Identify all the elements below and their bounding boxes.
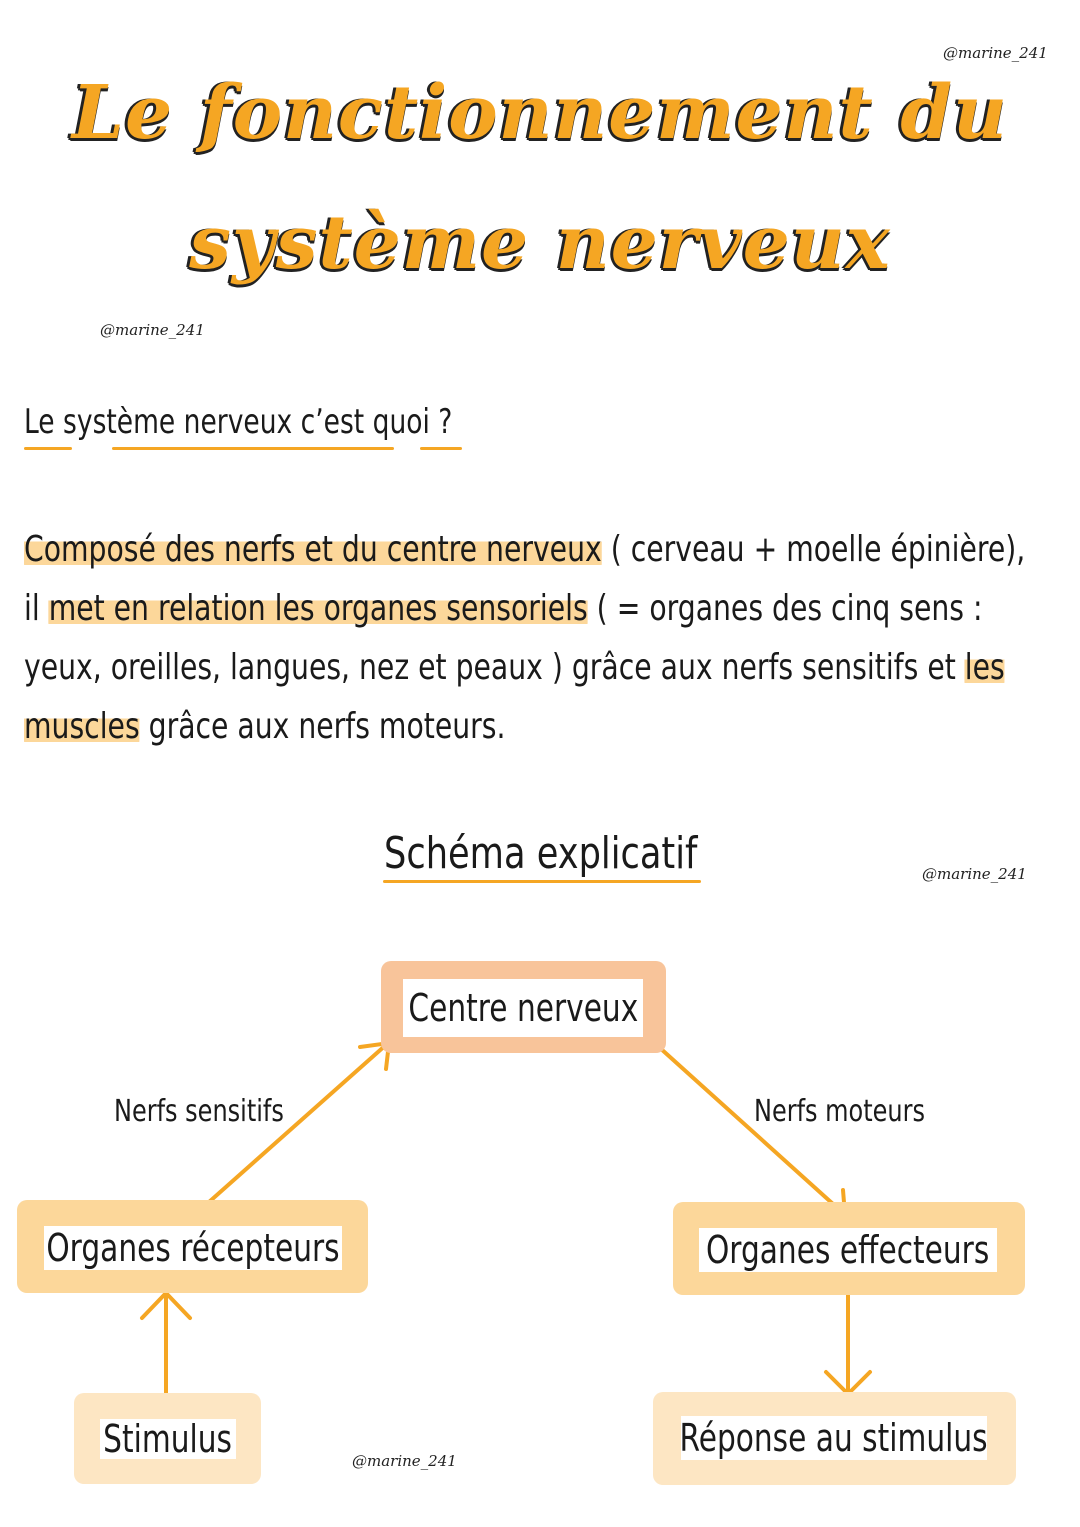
stimulus-label: Stimulus [103, 1417, 233, 1461]
box-organes-recepteurs [17, 1200, 368, 1293]
highlight-text: met en relation les organes sensoriels [48, 588, 588, 629]
page-title-line-1: Le fonctionnement du [72, 70, 1008, 156]
reponse-label: Réponse au stimulus [679, 1416, 989, 1460]
section-question: Le système nerveux c’est quoi ? [24, 402, 453, 442]
paragraph-text: yeux, oreilles, langues, nez et peaux ) grâce aux nerfs sensitifs et [24, 647, 965, 688]
box-reponse [653, 1392, 1016, 1485]
schema-title: Schéma explicatif [384, 828, 698, 879]
box-stimulus [74, 1393, 261, 1484]
paragraph-text: il [24, 588, 49, 629]
watermark-left: @marine_241 [100, 321, 205, 339]
box-organes-effecteurs [673, 1202, 1025, 1295]
effecteurs-label: Organes effecteurs [706, 1228, 990, 1272]
watermark-bottom: @marine_241 [352, 1452, 457, 1470]
highlight-text: muscles [24, 706, 140, 747]
recepteurs-label: Organes récepteurs [46, 1226, 340, 1270]
paragraph-text: ( cerveau + moelle épinière), [601, 529, 1026, 570]
paragraph-text: grâce aux nerfs moteurs. [139, 706, 506, 747]
arrow-motor [660, 1048, 843, 1213]
highlight-text: Composé des nerfs et du centre nerveux [24, 529, 602, 570]
box-centre-nerveux [381, 961, 666, 1053]
paragraph-text: ( = organes des cinq sens : [587, 588, 983, 629]
highlight-text: les [964, 647, 1005, 688]
centre-label: Centre nerveux [408, 986, 638, 1030]
page-title-line-2: système nerveux [189, 200, 891, 286]
watermark-schema: @marine_241 [922, 865, 1027, 883]
watermark-top-right: @marine_241 [943, 44, 1048, 62]
label-nerfs-moteurs: Nerfs moteurs [754, 1094, 925, 1129]
label-nerfs-sensitifs: Nerfs sensitifs [114, 1094, 284, 1129]
